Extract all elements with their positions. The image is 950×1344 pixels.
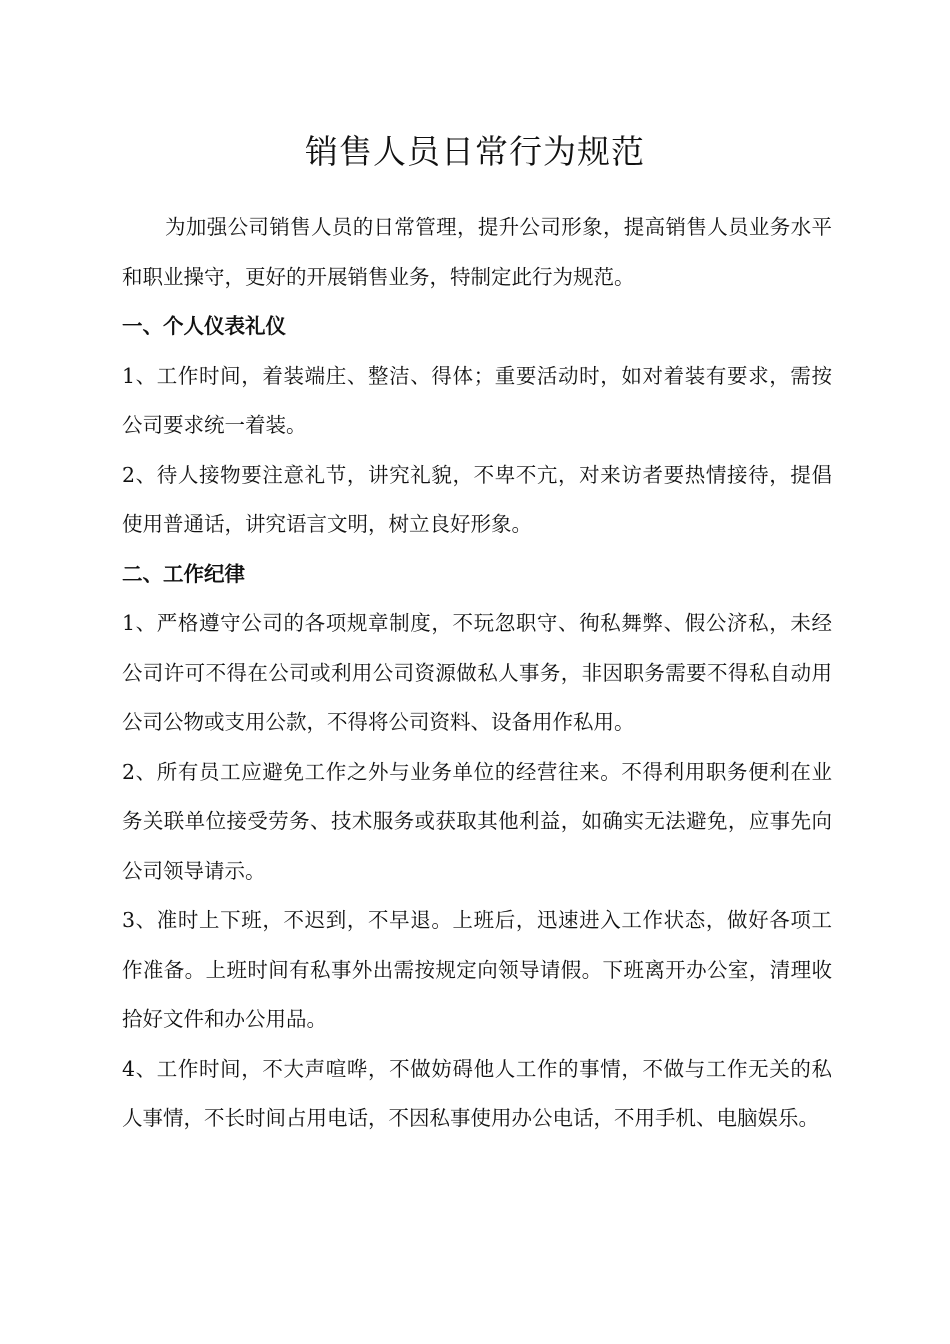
section-item: 1、严格遵守公司的各项规章制度，不玩忽职守、徇私舞弊、假公济私，未经公司许可不得在公司或利用公司资源做私人事务，非因职务需要不得私自动用公司公物或支用公款，不得将公司资料、设备用作私用。 [122,611,832,734]
document-body [122,203,832,1144]
section-item: 2、待人接物要注意礼节，讲究礼貌，不卑不亢，对来访者要热情接待，提倡使用普通话，讲究语言文明，树立良好形象。 [122,462,832,536]
section-item: 1、工作时间，着装端庄、整洁、得体；重要活动时，如对着装有要求，需按公司要求统一着装。 [122,363,832,437]
intro-paragraph: 为加强公司销售人员的日常管理，提升公司形象，提高销售人员业务水平和职业操守，更好的开展销售业务，特制定此行为规范。 [122,215,832,289]
section-heading: 一、个人仪表礼仪 [122,314,286,338]
section-item: 3、准时上下班，不迟到，不早退。上班后，迅速进入工作状态，做好各项工作准备。上班时间有私事外出需按规定向领导请假。下班离开办公室，清理收拾好文件和办公用品。 [122,908,832,1031]
section-item: 2、所有员工应避免工作之外与业务单位的经营往来。不得利用职务便利在业务关联单位接受劳务、技术服务或获取其他利益，如确实无法避免，应事先向公司领导请示。 [122,759,832,883]
section-work-discipline [122,550,832,1144]
section-heading: 二、工作纪律 [122,561,245,586]
section-appearance-etiquette [122,302,832,550]
document-title: 销售人员日常行为规范 [305,132,645,171]
section-item: 4、工作时间，不大声喧哗，不做妨碍他人工作的事情，不做与工作无关的私人事情，不长时间占用电话，不因私事使用办公电话，不用手机、电脑娱乐。 [122,1056,832,1130]
